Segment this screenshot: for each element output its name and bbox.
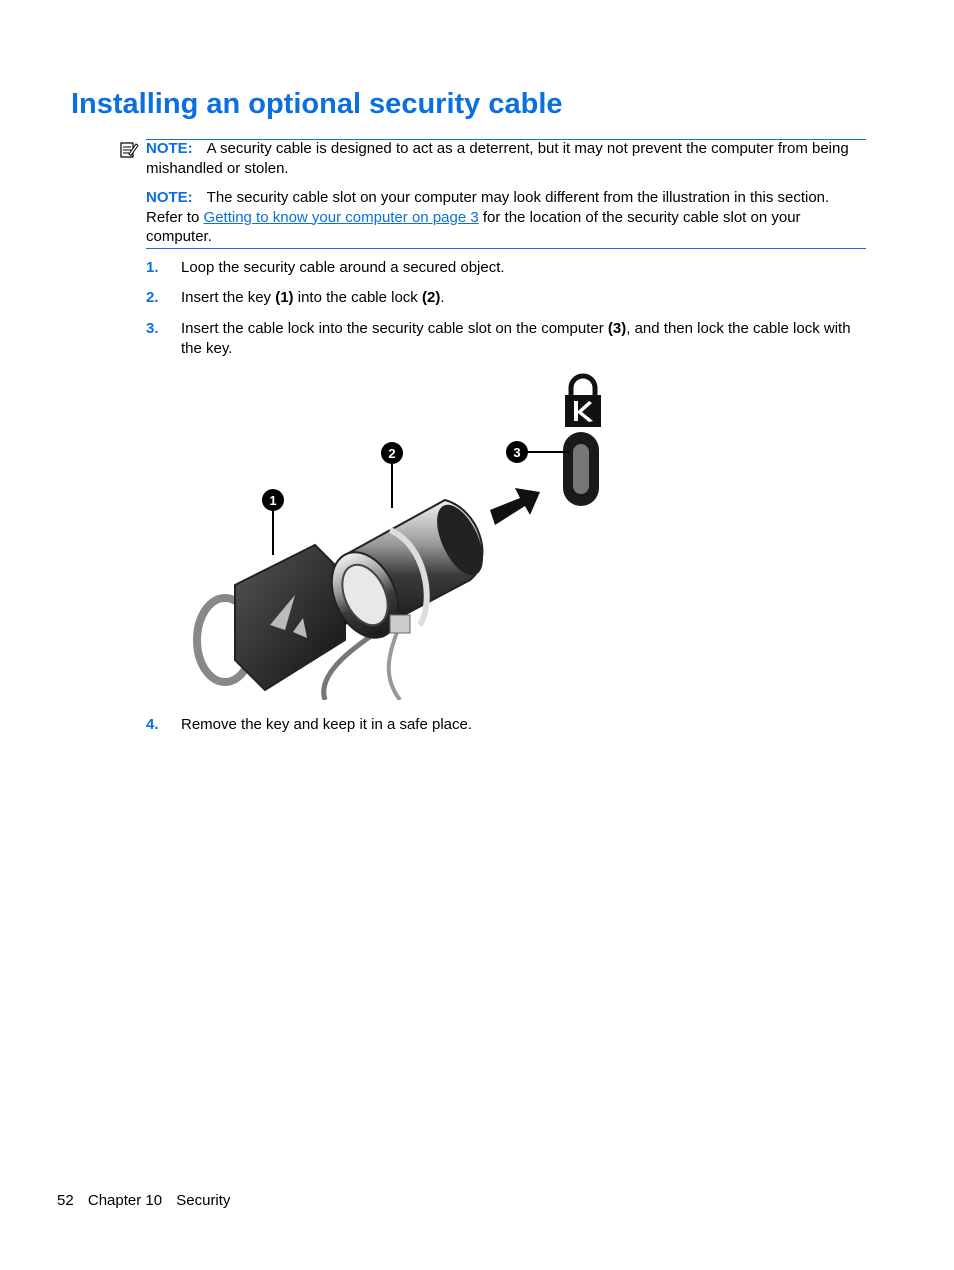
note-label: NOTE: [146, 189, 193, 206]
note-label: NOTE: [146, 140, 193, 157]
step-number: 3. [146, 320, 159, 337]
callout-number: 3 [513, 445, 521, 460]
callout-3 [506, 441, 569, 463]
step-number: 1. [146, 259, 159, 276]
callout-1 [262, 489, 284, 555]
page-footer [57, 1192, 240, 1209]
step-text: Loop the security cable around a secured object. [181, 259, 505, 276]
page-number: 52 [57, 1192, 74, 1209]
step-number: 2. [146, 289, 159, 306]
step-number: 4. [146, 716, 159, 733]
note-icon [119, 140, 139, 160]
chapter-label: Chapter 10 [87, 1192, 163, 1209]
note-text: The security cable slot on your computer may look different from the illustration in this section. Refer to [146, 189, 830, 226]
step-text: Insert the cable lock into the security cable slot on the computer (3), and then lock the cable lock with the key. [181, 320, 851, 357]
page-title: Installing an optional security cable [71, 88, 563, 120]
callout-2 [381, 442, 403, 508]
security-slot-icon [563, 432, 599, 506]
note-2 [146, 188, 864, 247]
kensington-lock-icon [565, 376, 601, 427]
note-text: for the location of the security cable slot on your computer. [146, 208, 801, 245]
step-text: Insert the key (1) into the cable lock (2). [181, 289, 445, 306]
note-text: A security cable is designed to act as a deterrent, but it may not prevent the computer from being mishandled or stolen. [146, 140, 849, 177]
section-label: Security [176, 1192, 231, 1209]
security-cable-illustration [185, 370, 615, 700]
callout-number: 1 [269, 493, 277, 508]
callout-number: 2 [388, 446, 396, 461]
note-1 [146, 139, 864, 178]
arrow-icon [490, 488, 540, 525]
cross-reference-link[interactable]: Getting to know your computer on page 3 [203, 208, 479, 226]
step-text: Remove the key and keep it in a safe place. [181, 716, 473, 733]
